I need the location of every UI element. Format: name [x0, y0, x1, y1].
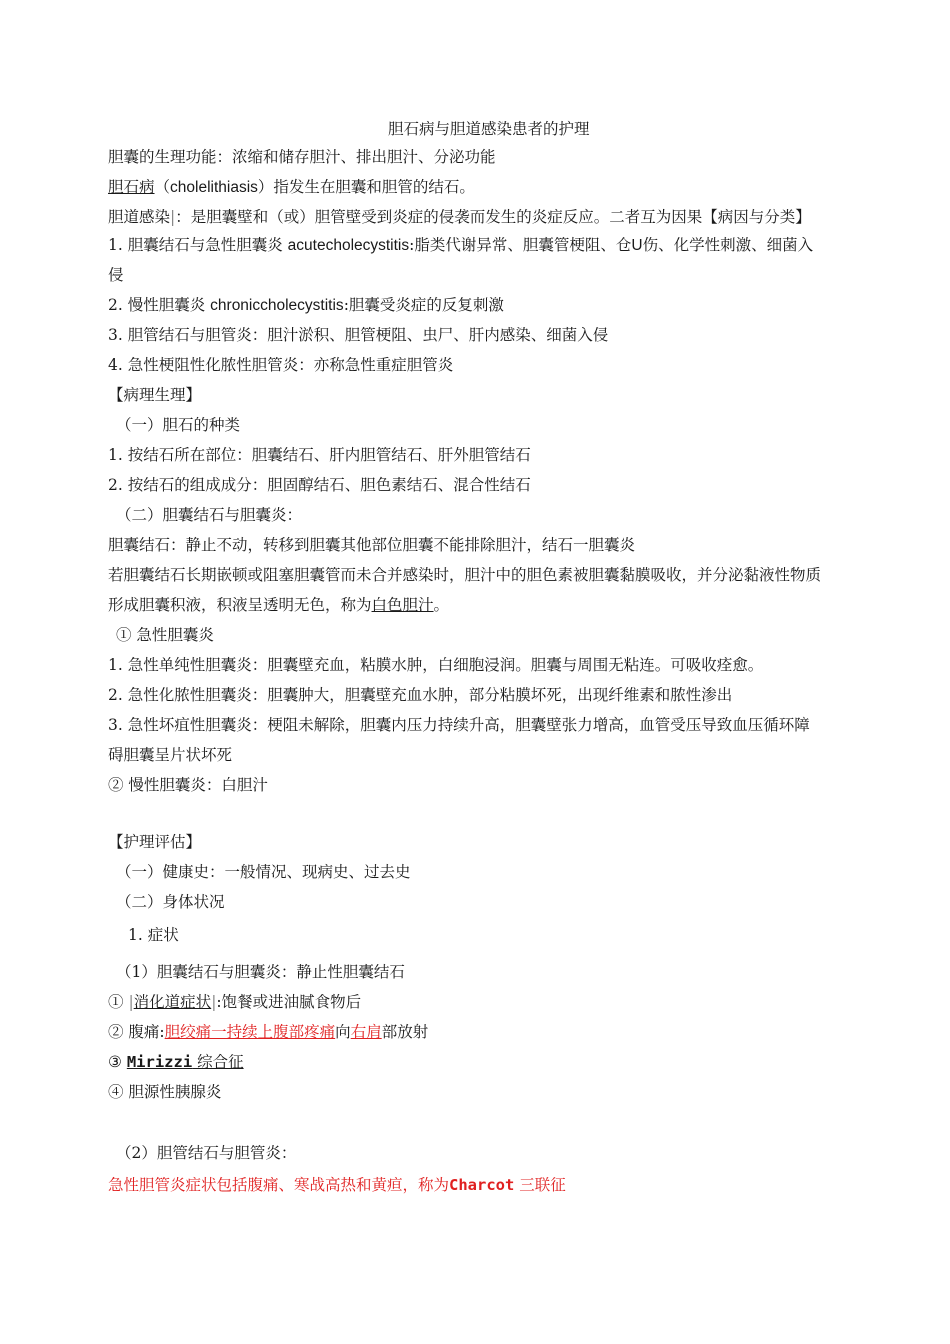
- subheading-health-history: （一）健康史：一般情况、现病史、过去史: [116, 863, 411, 881]
- definition-text: ）指发生在胆囊和胆管的结石。: [257, 178, 475, 196]
- list-item-text: :脂类代谢异常、胆囊管梗阻、仓: [409, 236, 632, 254]
- paragraph-physiology: 胆囊的生理功能：浓缩和储存胆汁、排出胆汁、分泌功能: [108, 148, 496, 166]
- subheading-bile-duct-stones: （2）胆管结石与胆管炎：: [116, 1144, 297, 1162]
- symptom-digestive: [108, 991, 361, 1013]
- paragraph-hydrops-continued: [108, 594, 449, 616]
- paragraph-text: 急性胆管炎症状包括腹痛、寒战高热和黄疸，称为: [108, 1176, 450, 1194]
- symptom-mirizzi: [108, 1051, 244, 1073]
- list-item-3: 3. 胆管结石与胆管炎：胆汁淤积、胆管梗阻、虫尸、肝内感染、细菌入侵: [108, 326, 609, 344]
- paragraph-gallstone: 胆囊结石：静止不动，转移到胆囊其他部位胆囊不能排除胆汁，结石一胆囊炎: [108, 536, 636, 554]
- list-item-label: 2. 慢性胆囊炎: [108, 296, 211, 314]
- text-cursor-mark: |: [128, 993, 134, 1011]
- paragraph-text: 三联征: [514, 1176, 566, 1194]
- symptom-text: 向: [335, 1023, 351, 1041]
- list-item-composition: 2. 按结石的组成成分：胆固醇结石、胆色素结石、混合性结石: [108, 476, 531, 494]
- term-syndrome: 综合征: [192, 1053, 244, 1071]
- paren-open: （: [154, 178, 171, 196]
- list-item-label: 1. 胆囊结石与急性胆囊炎: [108, 236, 288, 254]
- term-cholelithiasis: 胆石病: [108, 178, 155, 196]
- subheading-physical-status: （二）身体状况: [116, 893, 225, 911]
- term-biliary-colic: 胆绞痛一持续上腹部疼痛: [164, 1023, 336, 1041]
- list-item-1: [108, 234, 813, 257]
- term-white-bile: 白色胆汁: [371, 596, 434, 614]
- term-latin: acutecholecystitis: [287, 237, 410, 254]
- symptom-abdominal-pain: [108, 1021, 428, 1043]
- paragraph-text: 形成胆囊积液，积液呈透明无色，称为: [108, 596, 372, 614]
- list-marker: ③: [108, 1053, 127, 1071]
- subheading-stone-types: （一）胆石的种类: [116, 416, 241, 434]
- symptom-text: 部放射: [381, 1023, 429, 1041]
- letter-u: U: [631, 237, 643, 254]
- term-right-shoulder: 右肩: [350, 1023, 382, 1041]
- definition-text: ：是胆囊壁和（或）胆管壁受到炎症的侵袭而发生的炎症反应。二者互为因果【病因与分类】: [175, 208, 811, 226]
- term-latin: chroniccholecystitis: [210, 297, 344, 314]
- list-marker: ①: [108, 993, 129, 1011]
- subheading-symptoms: 1. 症状: [128, 926, 179, 944]
- paragraph-hydrops: 若胆囊结石长期嵌顿或阻塞胆囊管而未合并感染时，胆汁中的胆色素被胆囊黏膜吸收，并分泌黏液性物质: [108, 566, 822, 584]
- subheading-acute-cholecystitis: ① 急性胆囊炎: [116, 626, 214, 644]
- list-item-text: 伤、化学性刺激、细菌入: [642, 236, 814, 254]
- list-item-simple: 1. 急性单纯性胆囊炎：胆囊壁充血，粘膜水肿，白细胞浸润。胆囊与周围无粘连。可吸收痊愈。: [108, 656, 764, 674]
- list-item-location: 1. 按结石所在部位：胆囊结石、肝内胆管结石、肝外胆管结石: [108, 446, 531, 464]
- subheading-chronic-cholecystitis: ② 慢性胆囊炎：白胆汁: [108, 776, 268, 794]
- list-item-1-continued: 侵: [108, 266, 124, 284]
- symptom-label: ② 腹痛:: [108, 1023, 165, 1041]
- term-biliary-infection: 胆道感染: [108, 208, 171, 226]
- subheading-gallstone-cholecystitis: （1）胆囊结石与胆囊炎：静止性胆囊结石: [116, 963, 405, 981]
- symptom-pancreatitis: ④ 胆源性胰腺炎: [108, 1083, 222, 1101]
- list-item-gangrenous-continued: 碍胆囊呈片状坏死: [108, 746, 233, 764]
- punctuation: 。: [433, 596, 450, 614]
- text-cursor-mark: |: [170, 208, 176, 226]
- section-heading-nursing-assessment: 【护理评估】: [108, 833, 202, 851]
- paragraph-cholelithiasis: [108, 176, 475, 199]
- term-charcot: Charcot: [449, 1176, 515, 1194]
- page-title: 胆石病与胆道感染患者的护理: [388, 120, 590, 138]
- text-cursor-mark: |: [211, 993, 217, 1011]
- term-mirizzi: Mirizzi: [126, 1053, 193, 1071]
- subheading-gallbladder: （二）胆囊结石与胆囊炎：: [116, 506, 303, 524]
- list-item-4: 4. 急性梗阻性化脓性胆管炎：亦称急性重症胆管炎: [108, 356, 454, 374]
- paragraph-charcot-triad: [108, 1174, 566, 1196]
- term-latin: cholelithiasis: [170, 179, 258, 196]
- list-item-gangrenous: 3. 急性坏疽性胆囊炎：梗阻未解除，胆囊内压力持续升高，胆囊壁张力增高，血管受压导致血压循环障: [108, 716, 810, 734]
- list-item-suppurative: 2. 急性化脓性胆囊炎：胆囊肿大，胆囊壁充血水肿，部分粘膜坏死，出现纤维素和脓性渗出: [108, 686, 733, 704]
- symptom-text: :饱餐或进油腻食物后: [216, 993, 362, 1011]
- list-item-2: [108, 294, 504, 317]
- list-item-text: :胆囊受炎症的反复刺激: [343, 296, 504, 314]
- section-heading-pathophysiology: 【病理生理】: [108, 386, 202, 404]
- term-digestive-symptoms: 消化道症状: [133, 993, 212, 1011]
- paragraph-biliary-infection: [108, 206, 811, 228]
